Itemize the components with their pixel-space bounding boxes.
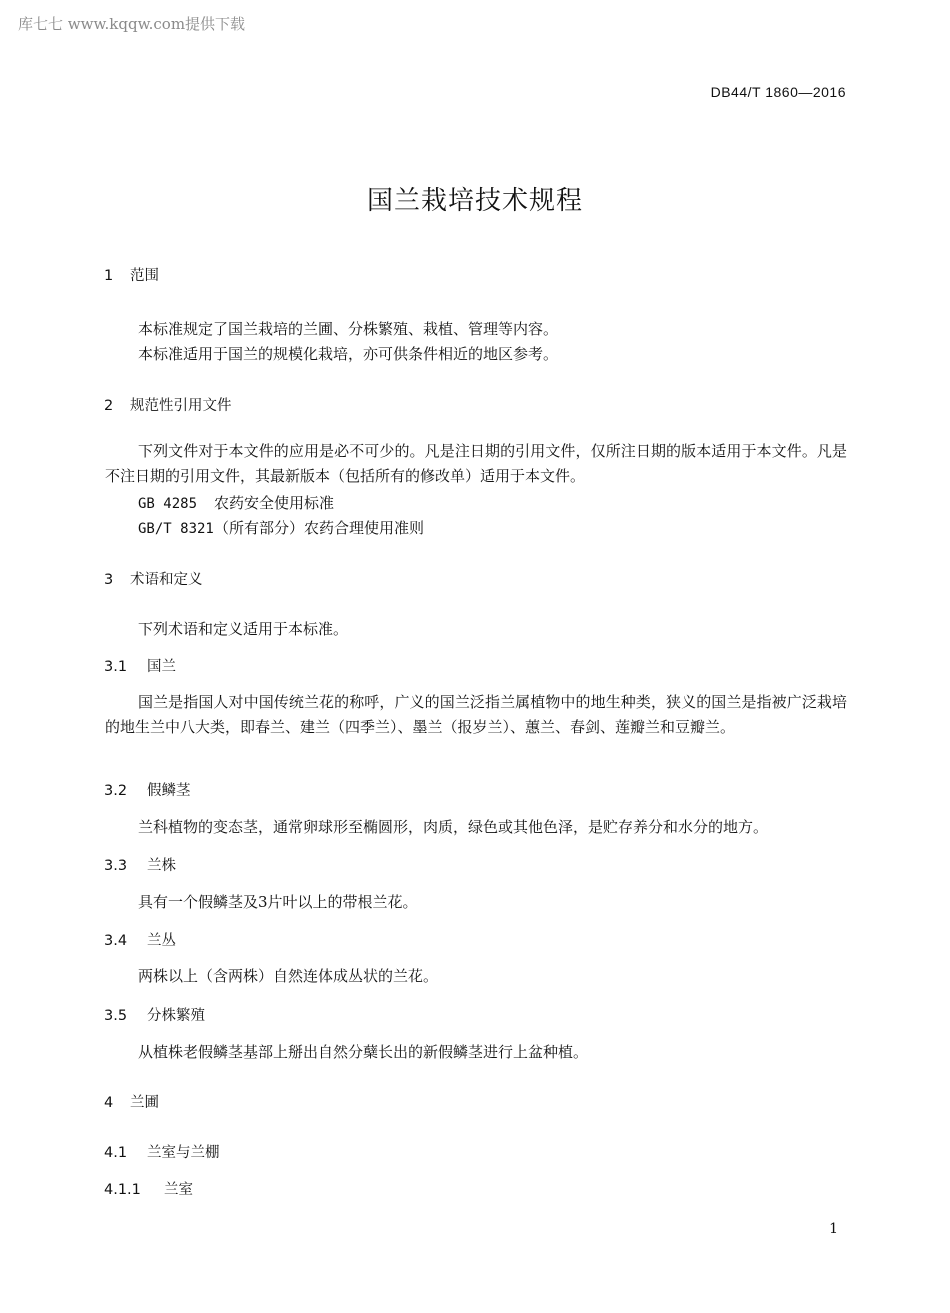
page-number: 1: [829, 1221, 838, 1237]
section-title: 术语和定义: [130, 572, 203, 588]
term-number: 3.3: [104, 858, 128, 874]
section-number: 4: [104, 1095, 114, 1111]
page-title: 国兰栽培技术规程: [366, 186, 583, 216]
section-heading-4-1-1: [104, 1178, 193, 1199]
reference-name: 农药安全使用标准: [214, 494, 335, 512]
term-heading-3-3: [104, 854, 176, 875]
term-number: 3.1: [104, 659, 128, 675]
term-definition-3-4: 两株以上（含两株）自然连体成丛状的兰花。: [138, 967, 439, 985]
term-heading-3-1: [104, 655, 176, 676]
section-heading-2: [104, 394, 232, 415]
terms-intro-paragraph: 下列术语和定义适用于本标准。: [138, 620, 349, 638]
scope-paragraph-1: 本标准规定了国兰栽培的兰圃、分株繁殖、栽植、管理等内容。: [138, 320, 559, 338]
reference-code: GB/T 8321: [138, 521, 214, 537]
term-title: 国兰: [147, 659, 176, 675]
term-number: 3.5: [104, 1008, 128, 1024]
section-heading-1: [104, 264, 159, 285]
term-heading-3-5: [104, 1004, 205, 1025]
term-definition-3-3: 具有一个假鳞茎及3片叶以上的带根兰花。: [138, 893, 418, 911]
term-number: 3.4: [104, 933, 128, 949]
section-title: 兰圃: [130, 1095, 159, 1111]
document-number: DB44/T 1860—2016: [710, 84, 846, 100]
section-heading-3: [104, 568, 203, 589]
section-number: 4.1: [104, 1145, 128, 1161]
section-number: 4.1.1: [104, 1182, 141, 1198]
term-definition-3-2: 兰科植物的变态茎，通常卵球形至椭圆形，肉质，绿色或其他色泽，是贮存养分和水分的地方。: [138, 818, 769, 836]
section-heading-4-1: [104, 1141, 220, 1162]
term-title: 兰丛: [147, 933, 176, 949]
scope-paragraph-2: 本标准适用于国兰的规模化栽培，亦可供条件相近的地区参考。: [138, 345, 559, 363]
watermark-text: 库七七 www.kqqw.com提供下载: [18, 15, 246, 33]
term-heading-3-4: [104, 929, 176, 950]
term-definition-3-5: 从植株老假鳞茎基部上掰出自然分蘖长出的新假鳞茎进行上盆种植。: [138, 1043, 589, 1061]
term-title: 兰株: [147, 858, 176, 874]
section-title: 兰室: [164, 1182, 193, 1198]
term-heading-3-2: [104, 779, 191, 800]
term-title: 分株繁殖: [147, 1008, 205, 1024]
reference-name: （所有部分）农药合理使用准则: [214, 519, 425, 537]
term-definition-3-1: 国兰是指国人对中国传统兰花的称呼，广义的国兰泛指兰属植物中的地生种类，狭义的国兰是指被广泛栽培的地生兰中八大类，即春兰、建兰（四季兰）、墨兰（报岁兰）、蕙兰、春剑、莲瓣兰和豆瓣兰。: [105, 693, 847, 736]
references-intro-paragraph: 下列文件对于本文件的应用是必不可少的。凡是注日期的引用文件，仅所注日期的版本适用于本文件。凡是不注日期的引用文件，其最新版本（包括所有的修改单）适用于本文件。: [105, 442, 847, 485]
section-number: 3: [104, 572, 114, 588]
term-title: 假鳞茎: [147, 783, 191, 799]
reference-item: [138, 517, 424, 538]
section-title: 规范性引用文件: [130, 398, 232, 414]
section-number: 2: [104, 398, 114, 414]
reference-item: [138, 492, 334, 513]
section-title: 范围: [130, 268, 159, 284]
section-title: 兰室与兰棚: [147, 1145, 220, 1161]
reference-code: GB 4285: [138, 496, 198, 512]
section-number: 1: [104, 268, 114, 284]
section-heading-4: [104, 1091, 159, 1112]
term-number: 3.2: [104, 783, 128, 799]
